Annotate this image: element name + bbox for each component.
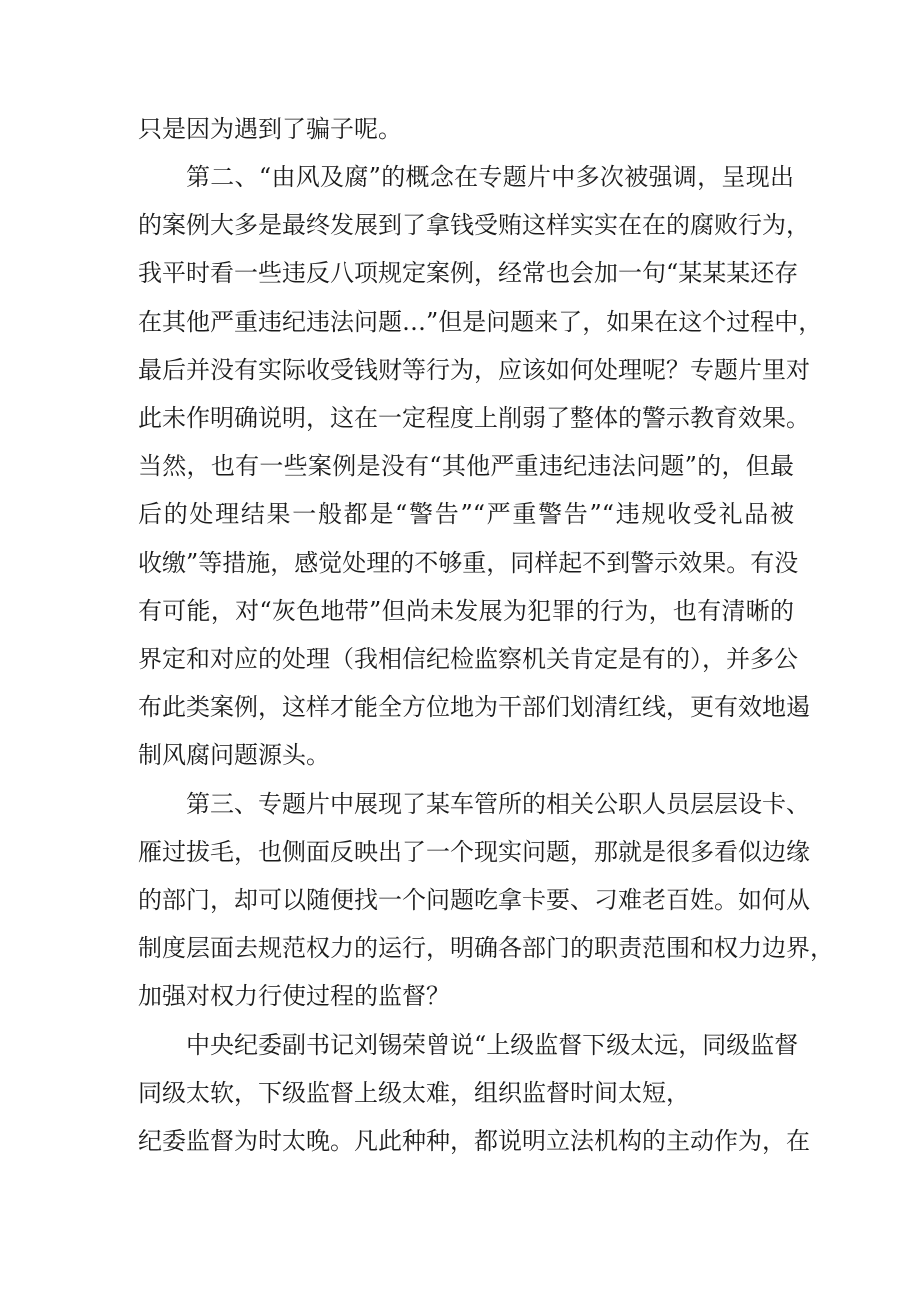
text-line: 当然，也有一些案例是没有“其他严重违纪违法问题”的，但最 <box>138 452 794 480</box>
text-line: 制风腐问题源头。 <box>138 741 330 769</box>
text-line: 的案例大多是最终发展到了拿钱受贿这样实实在在的腐败行为， <box>138 211 810 239</box>
text-line: 后的处理结果一般都是“警告”“严重警告”“违规收受礼品被 <box>138 500 794 528</box>
text-line: 有可能，对“灰色地带”但尚未发展为犯罪的行为，也有清晰的 <box>138 597 794 625</box>
text-line: 界定和对应的处理（我相信纪检监察机关肯定是有的），并多公 <box>138 645 798 673</box>
text-line: 布此类案例，这样才能全方位地为干部们划清红线，更有效地遏 <box>138 693 810 721</box>
text-line: 在其他严重违纪违法问题…”但是问题来了，如果在这个过程中， <box>138 308 823 336</box>
text-line: 雁过拔毛，也侧面反映出了一个现实问题，那就是很多看似边缘 <box>138 838 810 866</box>
text-line: 纪委监督为时太晚。凡此种种，都说明立法机构的主动作为，在 <box>138 1127 810 1155</box>
text-line: 同级太软，下级监督上级太难，组织监督时间太短， <box>138 1079 690 1107</box>
paragraph-start-line: 第二、“由风及腐”的概念在专题片中多次被强调，呈现出 <box>186 163 794 191</box>
text-line: 我平时看一些违反八项规定案例，经常也会加一句“某某某还存 <box>138 259 799 287</box>
text-line: 加强对权力行使过程的监督？ <box>138 982 450 1010</box>
paragraph-start-line: 第三、专题片中展现了某车管所的相关公职人员层层设卡、 <box>186 790 810 818</box>
paragraph-start-line: 中央纪委副书记刘锡荣曾说“上级监督下级太远，同级监督 <box>186 1031 799 1059</box>
text-line: 只是因为遇到了骗子呢。 <box>138 115 402 143</box>
text-line: 的部门，却可以随便找一个问题吃拿卡要、刁难老百姓。如何从 <box>138 886 810 914</box>
text-line: 最后并没有实际收受钱财等行为，应该如何处理呢？专题片里对 <box>138 356 810 384</box>
text-line: 收缴”等措施，感觉处理的不够重，同样起不到警示效果。有没 <box>138 549 799 577</box>
text-line: 此未作明确说明，这在一定程度上削弱了整体的警示教育效果。 <box>138 404 810 432</box>
text-line: 制度层面去规范权力的运行，明确各部门的职责范围和权力边界， <box>138 934 834 962</box>
